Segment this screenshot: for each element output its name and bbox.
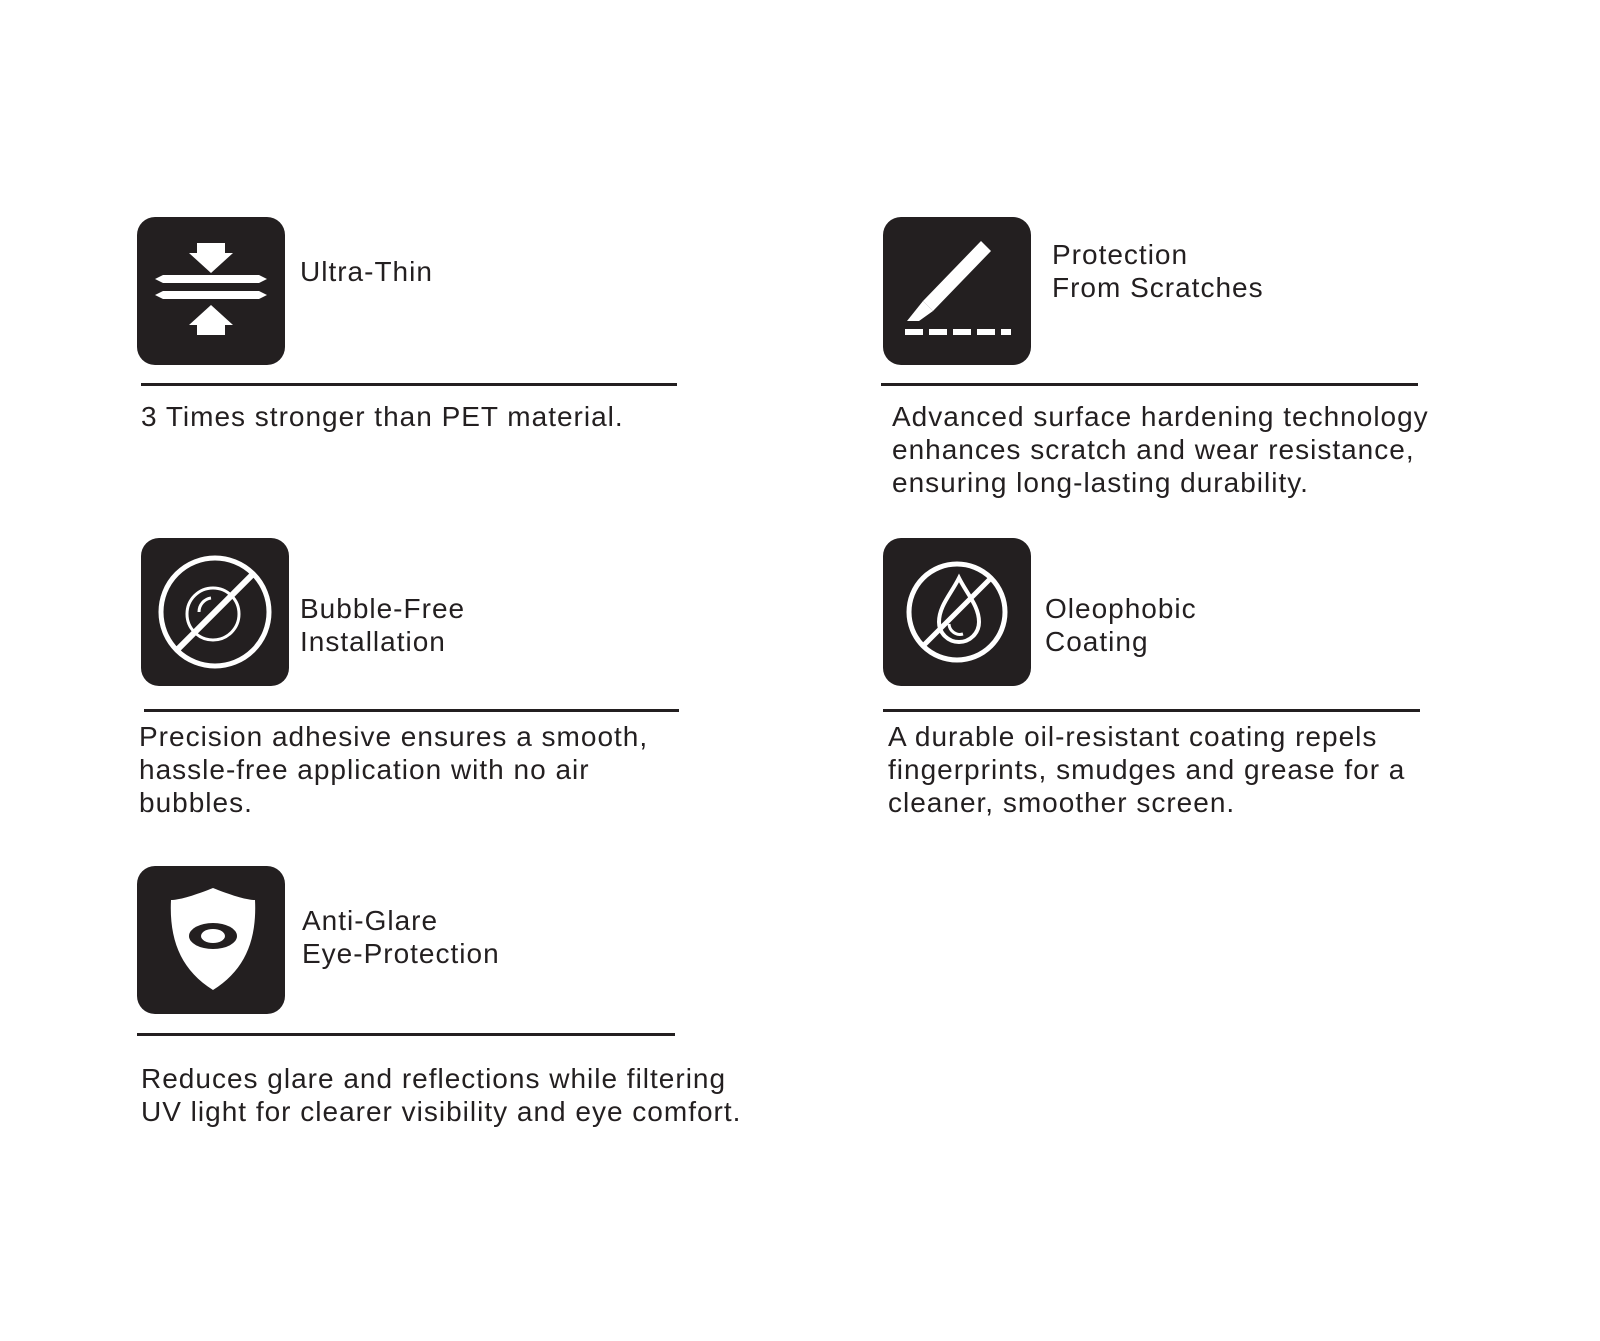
feature-title: Oleophobic Coating xyxy=(1045,593,1197,657)
feature-title: Bubble-Free Installation xyxy=(300,593,466,657)
feature-description: A durable oil-resistant coating repels fingerprints, smudges and grease for a cleaner, smoother screen. xyxy=(888,721,1406,818)
scratch-blade-icon xyxy=(883,217,1031,365)
feature-description: Reduces glare and reflections while filtering UV light for clearer visibility and eye comfort. xyxy=(141,1063,742,1127)
no-bubble-icon xyxy=(141,538,289,686)
feature-description: Advanced surface hardening technology enhances scratch and wear resistance, ensuring long-lasting durability. xyxy=(892,401,1429,498)
feature-title: Ultra-Thin xyxy=(300,256,433,287)
no-oil-drop-icon xyxy=(883,538,1031,686)
divider xyxy=(144,709,679,712)
feature-description: Precision adhesive ensures a smooth, hassle-free application with no air bubbles. xyxy=(139,721,649,818)
feature-description: 3 Times stronger than PET material. xyxy=(141,401,624,432)
divider xyxy=(881,383,1418,386)
divider xyxy=(137,1033,675,1036)
feature-title: Anti-Glare Eye-Protection xyxy=(302,905,500,969)
divider xyxy=(141,383,677,386)
feature-title: Protection From Scratches xyxy=(1052,239,1264,303)
divider xyxy=(883,709,1420,712)
ultra-thin-compress-icon xyxy=(137,217,285,365)
eye-shield-icon xyxy=(137,866,285,1014)
